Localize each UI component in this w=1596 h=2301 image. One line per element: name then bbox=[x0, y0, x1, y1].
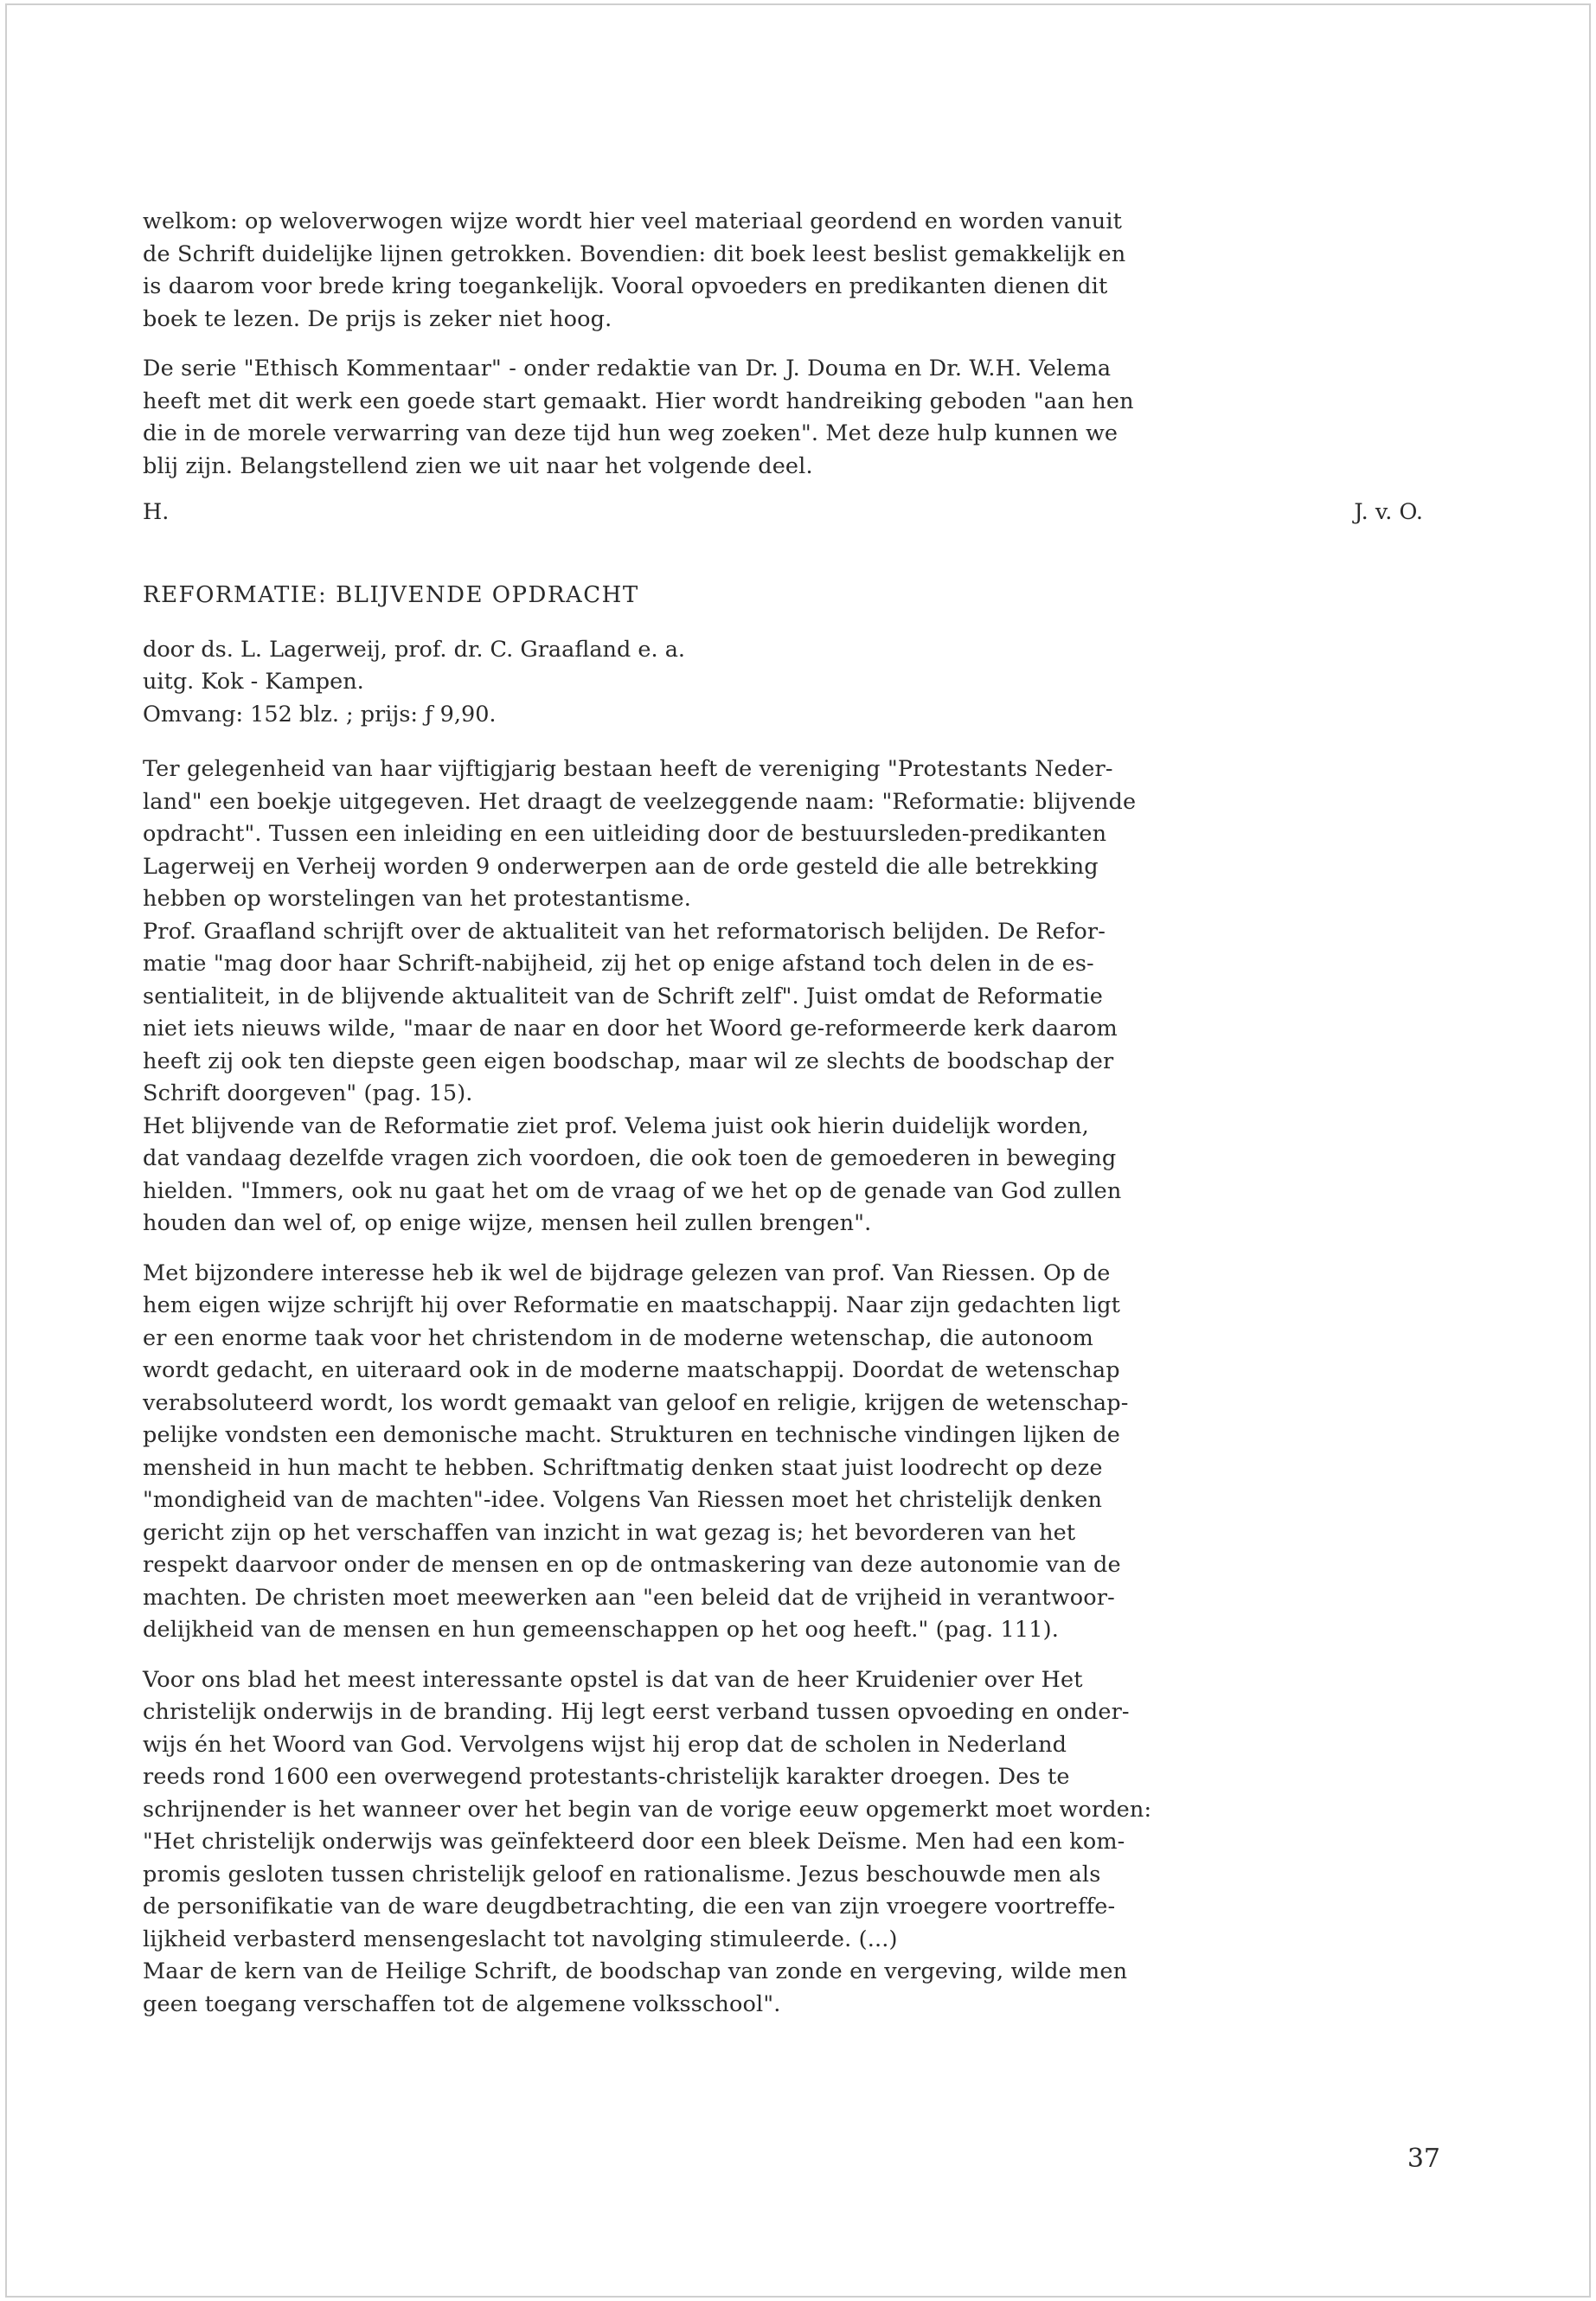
page-number: 37 bbox=[1407, 2144, 1440, 2174]
review2-title: REFORMATIE: BLIJVENDE OPDRACHT bbox=[143, 581, 639, 608]
review1-serie-paragraph: De serie "Ethisch Kommentaar" - onder redaktie van Dr. J. Douma en Dr. W.H. Velema heeft met dit werk een goede start gemaakt. Hier wordt handreiking geboden "aan hen die in de morele verwarring van deze tijd hun weg zoeken". Met deze hulp kunnen we blij zijn. Belangstellend zien we uit naar het volgende deel. bbox=[143, 356, 1134, 479]
review2-book-meta: door ds. L. Lagerweij, prof. dr. C. Graafland e. a. uitg. Kok - Kampen. Omvang: 152 blz. ; prijs: ƒ 9,90. bbox=[143, 636, 686, 727]
signature-left: H. bbox=[143, 499, 170, 525]
review2-paragraph-3: Voor ons blad het meest interessante opstel is dat van de heer Kruidenier over Het christelijk onderwijs in de branding. Hij legt eerst verband tussen opvoeding en onder- wijs én het Woord van God. Vervolgens wijst hij erop dat de scholen in Nederland reeds rond 1600 een overwegend protestants-christelijk karakter droegen. Des te schrijnender is het wanneer over het begin van de vorige eeuw opgemerkt moet worden: "Het christelijk onderwijs was geïnfekteerd door een bleek Deïsme. Men had een kom- promis gesloten tussen christelijk geloof en rationalisme. Jezus beschouwde men als de personifikatie van de ware deugdbetrachting, die een van zijn vroegere voortreffe- lijkheid verbasterd mensengeslacht tot navolging stimuleerde. (...) Maar de kern van de Heilige Schrift, de boodschap van zonde en vergeving, wilde men geen toegang verschaffen tot de algemene volksschool". bbox=[143, 1666, 1152, 2017]
review1-closing-paragraph: welkom: op weloverwogen wijze wordt hier veel materiaal geordend en worden vanuit de Schrift duidelijke lijnen getrokken. Bovendien: dit boek leest beslist gemakkelijk en is daarom voor brede kring toegankelijk. Vooral opvoeders en predikanten dienen dit boek te lezen. De prijs is zeker niet hoog. bbox=[143, 208, 1126, 332]
review1-signatures bbox=[143, 497, 1423, 529]
review2-paragraph-2: Met bijzondere interesse heb ik wel de bijdrage gelezen van prof. Van Riessen. Op de hem eigen wijze schrijft hij over Reformatie en maatschappij. Naar zijn gedachten ligt er een enorme taak voor het christendom in de moderne wetenschap, die autonoom wordt gedacht, en uiteraard ook in de moderne maatschappij. Doordat de wetenschap verabsoluteerd wordt, los wordt gemaakt van geloof en religie, krijgen de wetenschap- pelijke vondsten een demonische macht. Strukturen en technische vindingen lijken de mensheid in hun macht te hebben. Schriftmatig denken staat juist loodrecht op deze "mondigheid van de machten"-idee. Volgens Van Riessen moet het christelijk denken gericht zijn op het verschaffen van inzicht in wat gezag is; het bevorderen van het respekt daarvoor onder de mensen en op de ontmaskering van deze autonomie van de machten. De christen moet meewerken aan "een beleid dat de vrijheid in verantwoor- delijkheid van de mensen en hun gemeenschappen op het oog heeft." (pag. 111). bbox=[143, 1259, 1129, 1643]
signature-right: J. v. O. bbox=[1354, 499, 1423, 525]
review2-paragraph-1: Ter gelegenheid van haar vijftigjarig bestaan heeft de vereniging "Protestants Neder- land" een boekje uitgegeven. Het draagt de veelzeggende naam: "Reformatie: blijvende opdracht". Tussen een inleiding en een uitleiding door de bestuursleden-predikanten Lagerweij en Verheij worden 9 onderwerpen aan de orde gesteld die alle betrekking hebben op worstelingen van het protestantisme. Prof. Graafland schrijft over de aktualiteit van het reformatorisch belijden. De Refor- matie "mag door haar Schrift-nabijheid, zij het op enige afstand toch delen in de es- sentialiteit, in de blijvende aktualiteit van de Schrift zelf". Juist omdat de Reformatie niet iets nieuws wilde, "maar de naar en door het Woord ge-reformeerde kerk daarom heeft zij ook ten diepste geen eigen boodschap, maar wil ze slechts de boodschap der Schrift doorgeven" (pag. 15). Het blijvende van de Reformatie ziet prof. Velema juist ook hierin duidelijk worden, dat vandaag dezelfde vragen zich voordoen, die ook toen de gemoederen in beweging hielden. "Immers, ook nu gaat het om de vraag of we het op de genade van God zullen houden dan wel of, op enige wijze, mensen heil zullen brengen". bbox=[143, 756, 1137, 1236]
page-content bbox=[143, 206, 1440, 2021]
